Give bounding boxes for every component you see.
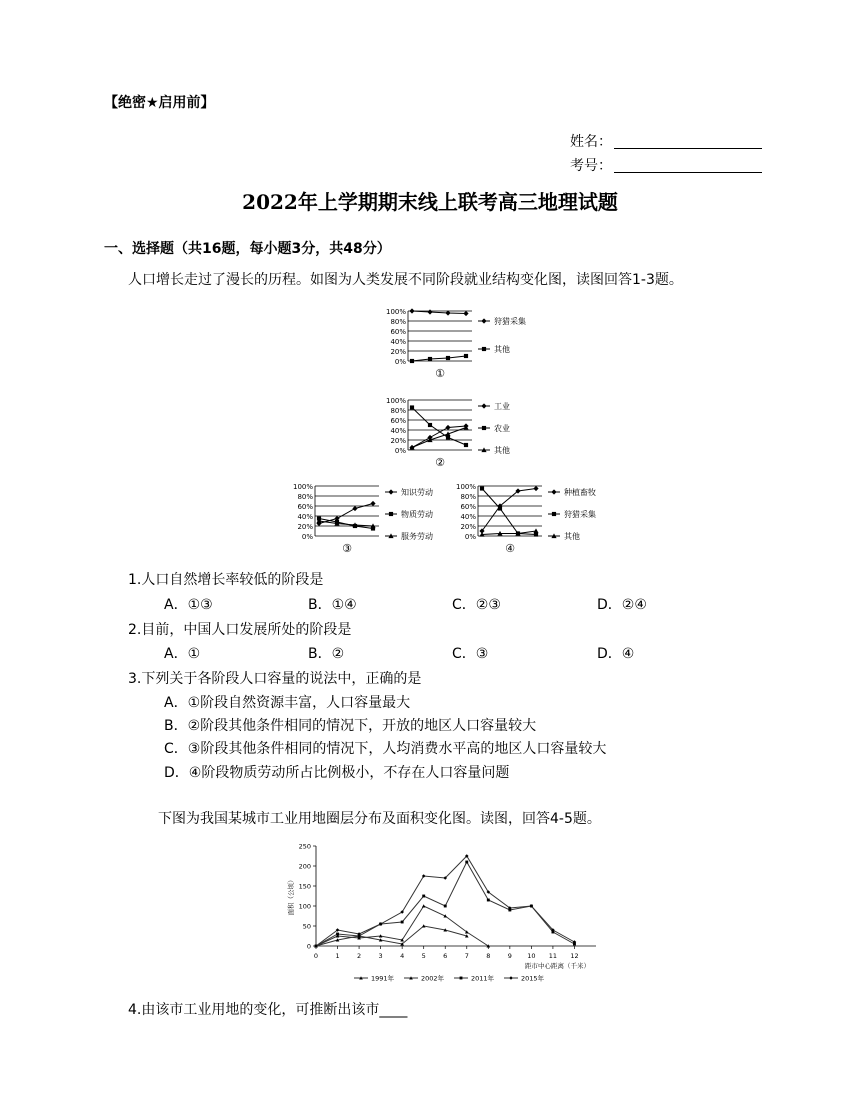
series-line-狩猎采集 xyxy=(482,489,536,535)
y-tick-label: 40% xyxy=(390,338,406,346)
question-2-stem: 2.目前，中国人口发展所处的阶段是 xyxy=(128,622,352,638)
y-tick-label: 40% xyxy=(460,513,476,521)
chart-label: ③ xyxy=(342,542,352,555)
y-tick-label: 50 xyxy=(302,922,311,931)
y-tick-label: 80% xyxy=(390,407,406,415)
x-tick-label: 9 xyxy=(507,952,512,960)
legend-label: 2002年 xyxy=(421,974,445,983)
y-tick-label: 0% xyxy=(394,358,406,366)
y-tick-label: 100% xyxy=(385,308,406,316)
legend-marker xyxy=(551,489,556,494)
legend-label: 狩猎采集 xyxy=(494,317,526,326)
series-line-其他 xyxy=(412,428,466,448)
y-tick-label: 40% xyxy=(297,513,313,521)
legend-label: 其他 xyxy=(494,446,510,455)
x-tick-label: 10 xyxy=(527,952,536,960)
q1-option-d[interactable]: D．②④ xyxy=(597,597,647,613)
q1-option-b[interactable]: B．①④ xyxy=(308,597,357,613)
legend-label: 物质劳动 xyxy=(401,510,433,519)
x-tick-label: 3 xyxy=(378,952,383,960)
x-tick-label: 4 xyxy=(400,952,405,960)
x-tick-label: 7 xyxy=(464,952,469,960)
name-field xyxy=(570,131,762,151)
y-tick-label: 200 xyxy=(298,862,311,871)
legend-marker xyxy=(482,426,486,430)
data-point xyxy=(464,354,468,358)
name-input-line[interactable] xyxy=(614,134,762,149)
chart-stage-1 xyxy=(376,305,546,385)
x-tick-label: 2 xyxy=(357,952,362,960)
y-tick-label: 150 xyxy=(298,882,311,891)
y-tick-label: 100% xyxy=(385,397,406,405)
legend-label: 1991年 xyxy=(371,974,395,983)
y-tick-label: 60% xyxy=(390,417,406,425)
q1-option-c[interactable]: C．②③ xyxy=(452,597,501,613)
y-tick-label: 0% xyxy=(394,447,406,455)
legend-marker xyxy=(389,512,393,516)
data-point xyxy=(409,308,414,313)
x-tick-label: 11 xyxy=(548,952,558,960)
y-tick-label: 20% xyxy=(390,437,406,445)
y-tick-label: 20% xyxy=(297,523,313,531)
data-point xyxy=(410,405,414,409)
series-line-种植畜牧 xyxy=(482,489,536,532)
series-line-2015年 xyxy=(316,856,574,946)
x-axis-label: 距市中心距离（千米） xyxy=(525,962,590,970)
legend-marker xyxy=(460,977,463,980)
data-point xyxy=(465,861,468,864)
x-tick-label: 0 xyxy=(313,952,319,960)
y-tick-label: 80% xyxy=(460,493,476,501)
id-label: 考号： xyxy=(570,158,612,174)
legend-marker xyxy=(552,512,556,516)
intro-paragraph-1: 人口增长走过了漫长的历程。如图为人类发展不同阶段就业结构变化图，读图回答1-3题。 xyxy=(128,272,683,288)
data-point xyxy=(428,357,432,361)
question-3-stem: 3.下列关于各阶段人口容量的说法中，正确的是 xyxy=(128,671,422,687)
q2-option-d[interactable]: D．④ xyxy=(597,646,635,662)
data-point xyxy=(352,506,357,511)
data-point xyxy=(401,921,404,924)
y-tick-label: 20% xyxy=(390,348,406,356)
question-4-stem: 4.由该市工业用地的变化，可推断出该市____ xyxy=(128,1002,408,1018)
legend-marker xyxy=(509,976,513,980)
section-heading: 一、选择题（共16题，每小题3分，共48分） xyxy=(104,241,391,257)
y-tick-label: 20% xyxy=(460,523,476,531)
legend-label: 种植畜牧 xyxy=(564,488,596,497)
series-line-物质劳动 xyxy=(319,519,373,529)
legend-marker xyxy=(388,489,393,494)
q3-option-d[interactable]: D．④阶段物质劳动所占比例极小，不存在人口容量问题 xyxy=(164,765,510,781)
y-tick-label: 0% xyxy=(301,533,313,541)
intro-paragraph-2: 下图为我国某城市工业用地圈层分布及面积变化图。读图，回答4-5题。 xyxy=(158,811,601,827)
y-tick-label: 250 xyxy=(298,842,311,851)
q3-option-c[interactable]: C．③阶段其他条件相同的情况下，人均消费水平高的地区人口容量较大 xyxy=(164,741,607,757)
data-point xyxy=(533,528,538,533)
data-point xyxy=(464,443,468,447)
y-tick-label: 80% xyxy=(297,493,313,501)
q2-option-b[interactable]: B．② xyxy=(308,646,345,662)
y-tick-label: 100% xyxy=(292,483,313,491)
legend-label: 狩猎采集 xyxy=(564,510,596,519)
chart-stage-3 xyxy=(283,480,453,560)
data-point xyxy=(498,506,502,510)
data-point xyxy=(422,895,425,898)
data-point xyxy=(427,309,432,314)
y-tick-label: 100% xyxy=(455,483,476,491)
data-point xyxy=(480,486,484,490)
data-point xyxy=(487,899,490,902)
q3-option-b[interactable]: B．②阶段其他条件相同的情况下，开放的地区人口容量较大 xyxy=(164,718,537,734)
legend-marker xyxy=(481,318,486,323)
x-tick-label: 6 xyxy=(443,952,448,960)
series-line-其他 xyxy=(412,356,466,361)
y-tick-label: 0% xyxy=(464,533,476,541)
chart-stage-4 xyxy=(446,480,626,560)
x-tick-label: 5 xyxy=(421,952,426,960)
series-line-狩猎采集 xyxy=(412,311,466,314)
y-tick-label: 40% xyxy=(390,427,406,435)
data-point xyxy=(410,359,414,363)
q2-option-a[interactable]: A．① xyxy=(164,646,201,662)
q3-option-a[interactable]: A．①阶段自然资源丰富，人口容量最大 xyxy=(164,695,411,711)
data-point xyxy=(463,311,468,316)
data-point xyxy=(444,905,447,908)
y-tick-label: 60% xyxy=(297,503,313,511)
chart-label: ① xyxy=(435,367,445,380)
x-tick-label: 1 xyxy=(335,952,340,960)
y-tick-label: 100 xyxy=(298,902,311,911)
id-input-line[interactable] xyxy=(614,158,762,173)
data-point xyxy=(533,486,538,491)
page-title: 2022年上学期期末线上联考高三地理试题 xyxy=(242,190,618,214)
legend-label: 2015年 xyxy=(521,974,545,983)
legend-label: 服务劳动 xyxy=(401,532,433,541)
chart-label: ④ xyxy=(505,542,515,555)
data-point xyxy=(370,501,375,506)
legend-label: 其他 xyxy=(494,345,510,354)
id-field xyxy=(570,155,762,175)
y-tick-label: 60% xyxy=(390,328,406,336)
legend-marker xyxy=(482,347,486,351)
y-tick-label: 0 xyxy=(306,942,311,951)
data-point xyxy=(422,904,426,907)
legend-label: 知识劳动 xyxy=(401,488,433,497)
y-tick-label: 60% xyxy=(460,503,476,511)
data-point xyxy=(446,356,450,360)
data-point xyxy=(428,423,432,427)
q1-option-a[interactable]: A．①③ xyxy=(164,597,213,613)
legend-label: 2011年 xyxy=(471,974,495,983)
legend-label: 其他 xyxy=(564,532,580,541)
secret-label: 【绝密★启用前】 xyxy=(104,95,215,111)
question-1-stem: 1.人口自然增长率较低的阶段是 xyxy=(128,572,324,588)
name-label: 姓名： xyxy=(570,134,612,150)
chart-label: ② xyxy=(435,456,445,469)
legend-label: 工业 xyxy=(494,402,510,411)
q2-option-c[interactable]: C．③ xyxy=(452,646,489,662)
x-tick-label: 8 xyxy=(486,952,491,960)
legend-marker xyxy=(481,403,486,408)
data-point xyxy=(445,425,450,430)
chart-stage-2 xyxy=(376,394,546,474)
y-tick-label: 80% xyxy=(390,318,406,326)
y-axis-label: 面积（公顷） xyxy=(287,876,295,916)
chart-industrial-land xyxy=(284,838,604,988)
x-tick-label: 12 xyxy=(570,952,579,960)
legend-label: 农业 xyxy=(494,424,510,433)
data-point xyxy=(336,933,339,936)
